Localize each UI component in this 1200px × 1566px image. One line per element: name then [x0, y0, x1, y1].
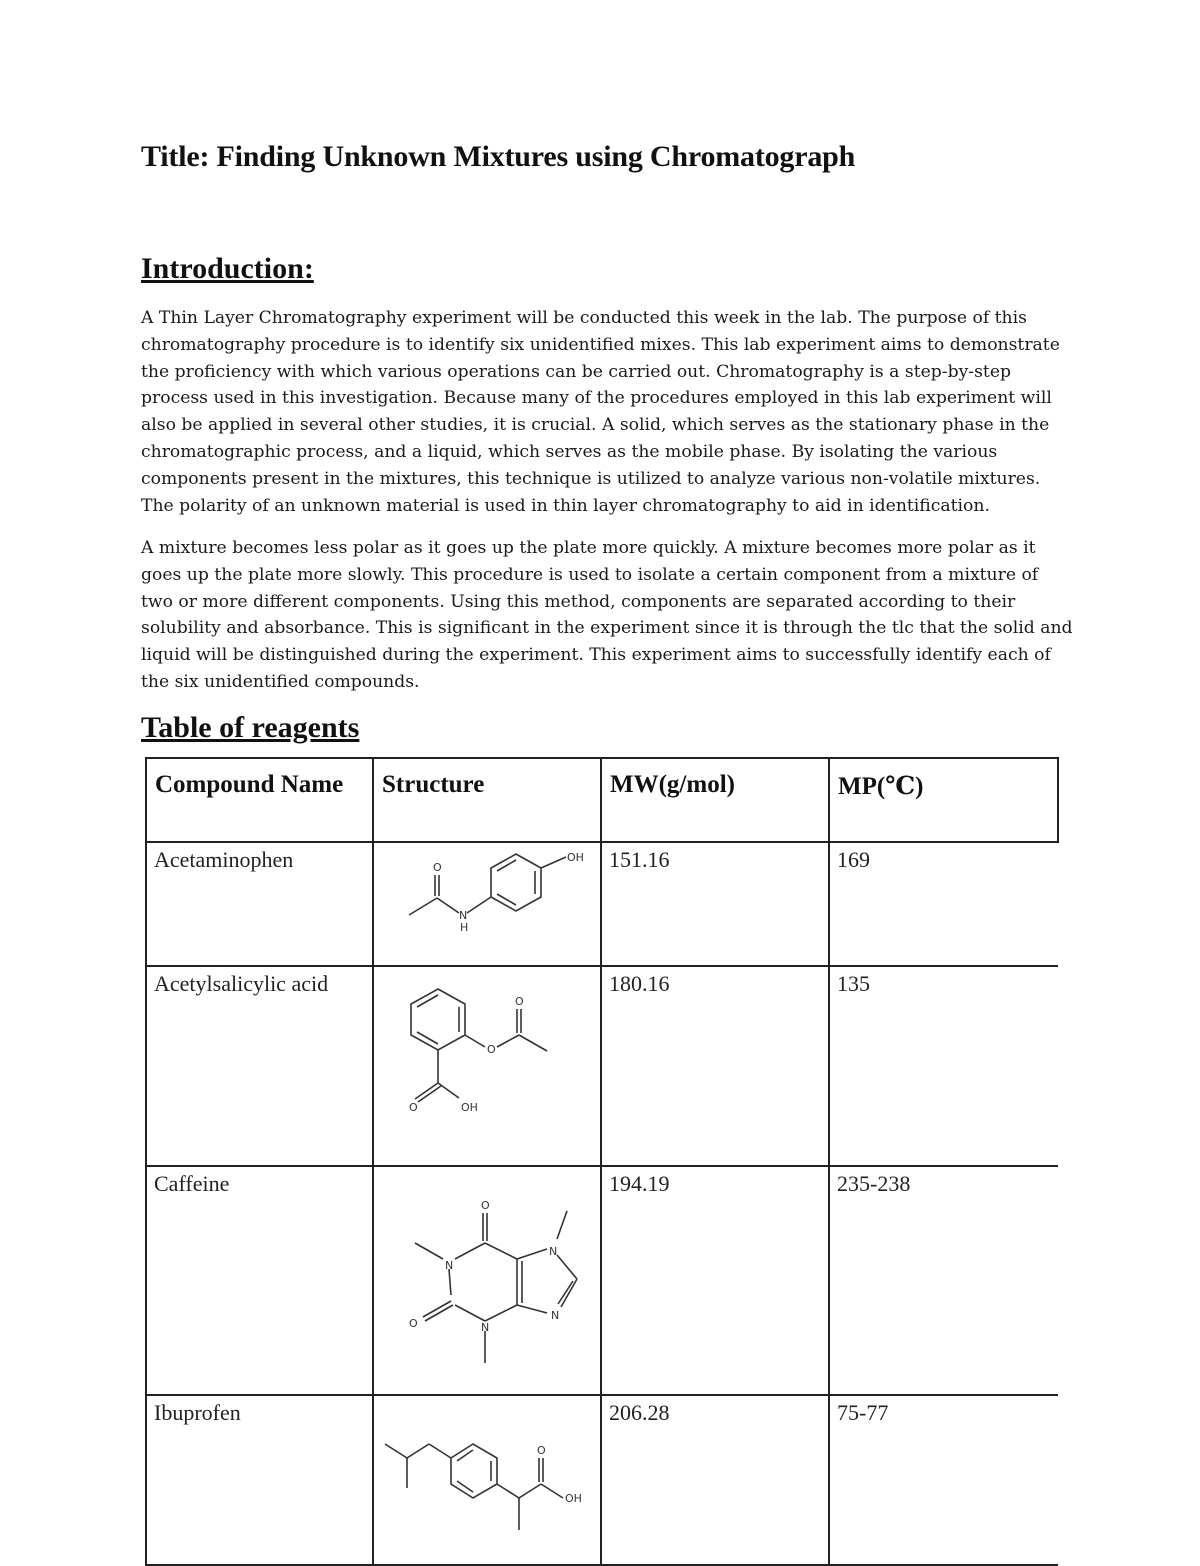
- structure-cell: [373, 842, 601, 966]
- atom-label: N: [549, 1245, 558, 1258]
- text-line: process used in this investigation. Because many of the procedures employed in this lab experiment will: [141, 388, 1052, 409]
- bond: [557, 1255, 577, 1279]
- bond: [467, 897, 491, 913]
- atom-label: O: [515, 995, 524, 1008]
- double-bond: [457, 1450, 473, 1461]
- caffeine-structure: [381, 1171, 595, 1391]
- atom-label: OH: [567, 851, 584, 864]
- table-header-row: [146, 758, 1058, 842]
- atom-label: O: [433, 861, 442, 874]
- bond: [385, 1444, 407, 1458]
- bond: [541, 1484, 563, 1498]
- bond: [455, 1305, 485, 1321]
- mp-cell: 135: [829, 966, 1058, 1166]
- atom-label: H: [460, 921, 469, 934]
- text-line: components present in the mixtures, this technique is utilized to analyze various non-volatile mixtures.: [141, 468, 1041, 489]
- structure-cell: [373, 966, 601, 1166]
- bond: [497, 1035, 519, 1047]
- atom-label: O: [409, 1317, 418, 1330]
- double-bond: [497, 860, 516, 871]
- bond: [517, 1249, 547, 1259]
- text-line: two or more different components. Using this method, components are separated according to their: [141, 591, 1016, 612]
- table-row: [146, 1166, 1058, 1395]
- compound-name-cell: Ibuprofen: [146, 1395, 373, 1565]
- text-line: solubility and absorbance. This is significant in the experiment since it is through the tlc that the solid and: [141, 618, 1073, 639]
- compound-name-cell: Acetylsalicylic acid: [146, 966, 373, 1166]
- compound-name-cell: Caffeine: [146, 1166, 373, 1395]
- mw-cell: 180.16: [601, 966, 829, 1166]
- atom-label: OH: [461, 1101, 478, 1114]
- atom-label: N: [551, 1309, 560, 1322]
- atom-label: N: [445, 1259, 454, 1272]
- bond: [485, 1305, 517, 1321]
- table-row: [146, 966, 1058, 1166]
- intro-paragraph-1: [141, 305, 1061, 519]
- mw-cell: 151.16: [601, 842, 829, 966]
- text-line: also be applied in several other studies, it is crucial. A solid, which serves as the stationary phase in the: [141, 415, 1050, 436]
- bond: [407, 1444, 429, 1458]
- atom-label: O: [409, 1101, 418, 1114]
- mw-cell: 206.28: [601, 1395, 829, 1565]
- text-line: the six unidentified compounds.: [141, 671, 420, 692]
- double-bond: [457, 1481, 473, 1492]
- aspirin-structure: [381, 971, 595, 1161]
- atom-label: OH: [565, 1492, 582, 1505]
- benzene-ring: [411, 989, 465, 1050]
- bond: [429, 1444, 451, 1458]
- bond: [557, 1211, 567, 1239]
- benzene-ring: [491, 854, 541, 911]
- text-line: liquid will be distinguished during the experiment. This experiment aims to successfully identify each of: [141, 645, 1051, 666]
- bond: [541, 857, 566, 868]
- header-mp: MP(℃): [829, 758, 1058, 842]
- introduction-heading: Introduction:: [141, 252, 314, 285]
- structure-cell: [373, 1395, 601, 1565]
- bond: [519, 1484, 541, 1498]
- text-line: chromatography procedure is to identify six unidentified mixes. This lab experiment aims to demonstrate: [141, 334, 1060, 355]
- table-row: [146, 842, 1058, 966]
- mp-cell: 75-77: [829, 1395, 1058, 1565]
- text-line: A mixture becomes less polar as it goes up the plate more quickly. A mixture becomes more polar as it: [141, 538, 1036, 558]
- structure-cell: [373, 1166, 601, 1395]
- header-compound-name: Compound Name: [146, 758, 373, 842]
- bond: [497, 1484, 519, 1498]
- double-bond: [497, 894, 516, 905]
- mw-cell: 194.19: [601, 1166, 829, 1395]
- text-line: the proficiency with which various operations can be carried out. Chromatography is a step-by-step: [141, 361, 1011, 382]
- table-heading: Table of reagents: [141, 711, 360, 744]
- atom-label: N: [459, 909, 468, 922]
- mp-cell: 235-238: [829, 1166, 1058, 1395]
- double-bond: [417, 995, 438, 1007]
- header-mw: MW(g/mol): [601, 758, 829, 842]
- acetaminophen-structure: [381, 847, 595, 957]
- text-line: A Thin Layer Chromatography experiment will be conducted this week in the lab. The purpose of this: [141, 308, 1027, 328]
- document-title: Title: Finding Unknown Mixtures using Chromatograph: [141, 140, 856, 173]
- table-row: [146, 1395, 1058, 1565]
- benzene-ring: [451, 1444, 497, 1498]
- bond: [485, 1243, 517, 1259]
- bond: [438, 1083, 459, 1098]
- atom-label: O: [481, 1199, 490, 1212]
- bond: [517, 1305, 547, 1313]
- atom-label: O: [487, 1043, 496, 1056]
- text-line: The polarity of an unknown material is used in thin layer chromatography to aid in identification.: [141, 495, 990, 516]
- mp-cell: 169: [829, 842, 1058, 966]
- atom-label: N: [481, 1321, 490, 1334]
- bond: [415, 1243, 443, 1259]
- bond: [519, 1035, 547, 1051]
- header-structure: Structure: [373, 758, 601, 842]
- compound-name-cell: Acetaminophen: [146, 842, 373, 966]
- atom-label: O: [537, 1444, 546, 1457]
- bond: [449, 1269, 451, 1295]
- text-line: goes up the plate more slowly. This procedure is used to isolate a certain component from a mixture of: [141, 564, 1039, 585]
- text-line: chromatographic process, and a liquid, which serves as the mobile phase. By isolating the various: [141, 441, 998, 462]
- bond: [437, 898, 459, 913]
- bond: [455, 1243, 485, 1259]
- double-bond: [417, 1032, 438, 1044]
- bond: [465, 1035, 485, 1047]
- bond: [561, 1279, 577, 1307]
- ibuprofen-structure: [381, 1400, 595, 1550]
- bond: [409, 898, 437, 915]
- reagents-table: [145, 757, 1059, 1566]
- intro-paragraph-2: [141, 535, 1073, 696]
